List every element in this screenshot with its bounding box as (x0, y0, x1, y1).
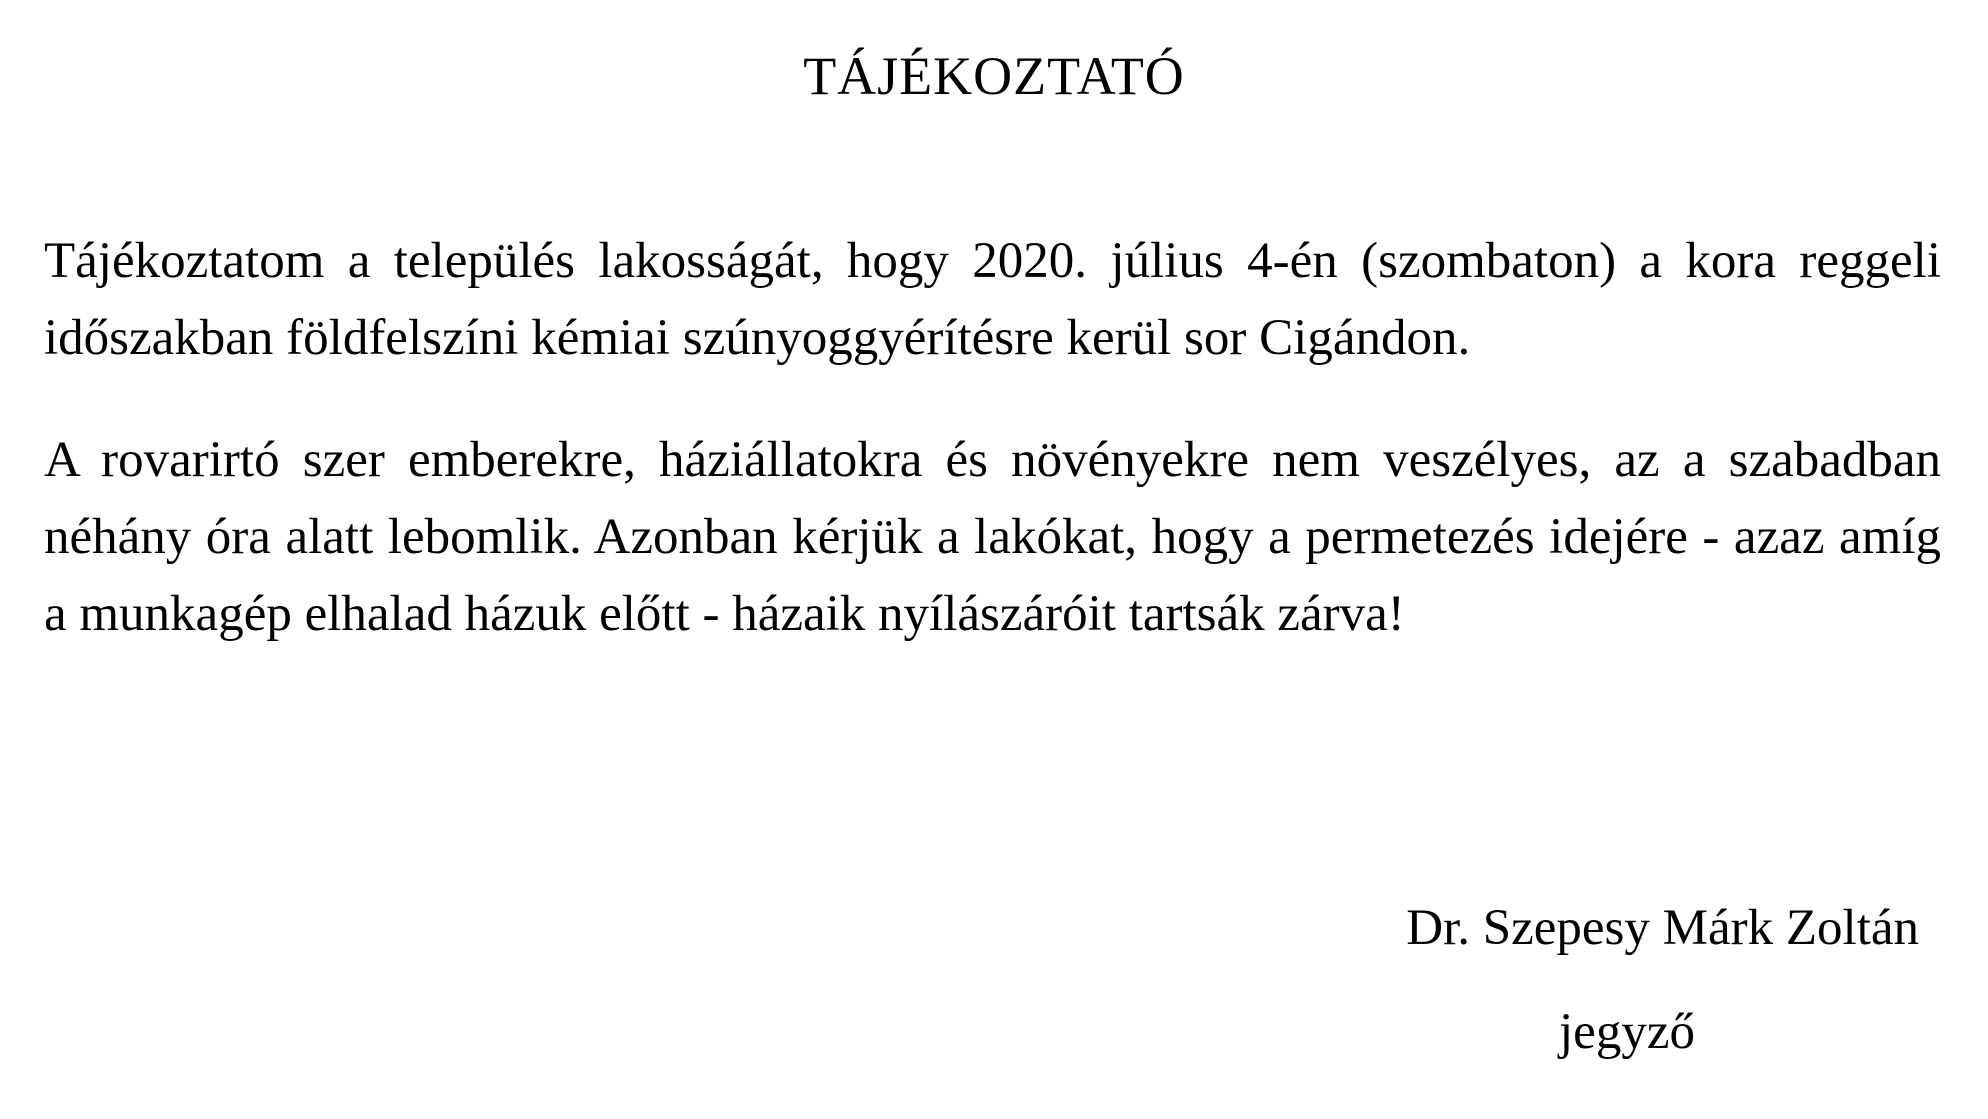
document-title: TÁJÉKOZTATÓ (803, 46, 1185, 106)
paragraph-safety-notice: A rovarirtó szer emberekre, háziállatokra és növényekre nem veszélyes, az a szabadban néhány óra alatt lebomlik. Azonban kérjük a lakókat, hogy a permetezés idejére - azaz amíg a munkagép elhalad házuk előtt - házaik nyílászáróit tartsák zárva! (44, 432, 1941, 642)
signatory-role: jegyző (1559, 1004, 1695, 1060)
signatory-name: Dr. Szepesy Márk Zoltán (1406, 900, 1919, 956)
paragraph-announcement: Tájékoztatom a település lakosságát, hogy 2020. július 4-én (szombaton) a kora reggeli időszakban földfelszíni kémiai szúnyoggyérítésre kerül sor Cigándon. (44, 233, 1941, 366)
